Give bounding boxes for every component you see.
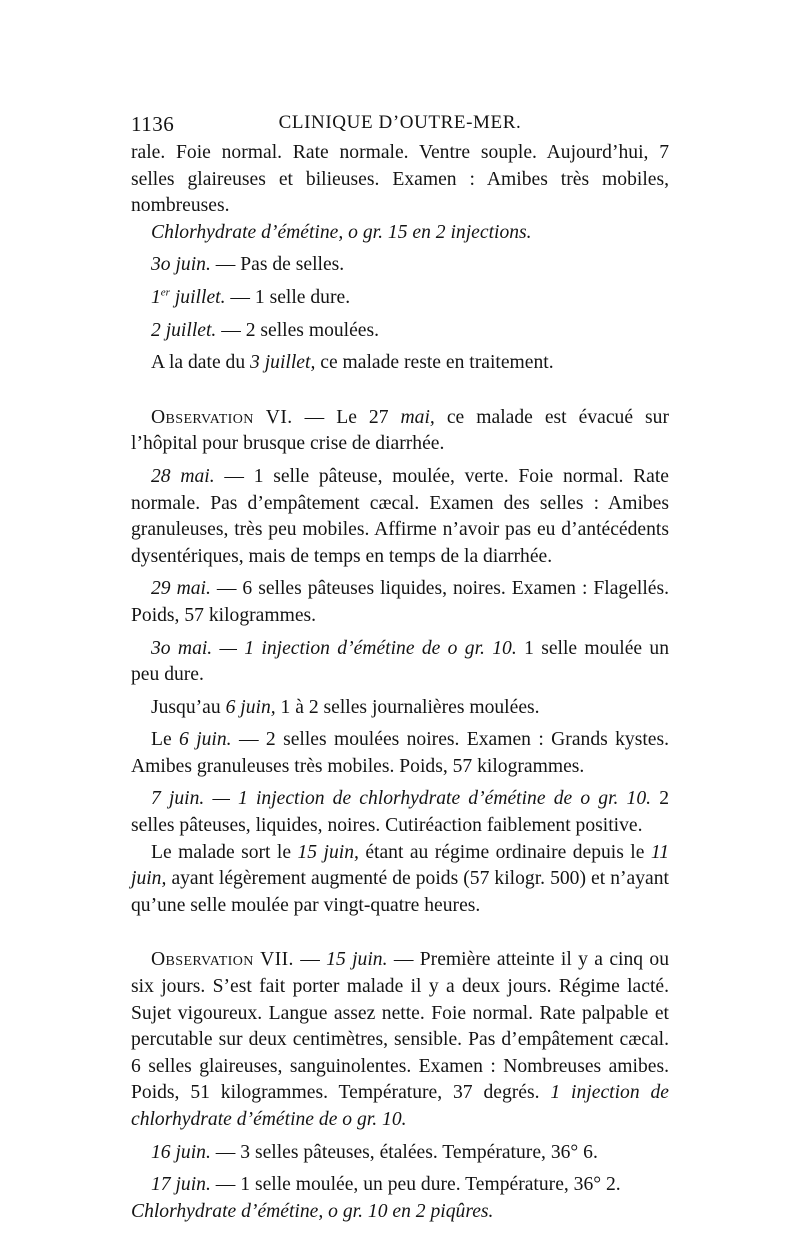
entry-treatment: Chlorhydrate d’émétine, o gr. 10 en 2 piqûres.	[131, 1200, 494, 1222]
entry-date: 3o juin.	[151, 254, 211, 276]
entry-date: 2 juillet.	[151, 319, 217, 341]
entry-text: — 2 selles moulées noires. Examen : Grands kystes. Amibes granuleuses très mobiles. Poids, 57 kilogrammes.	[131, 729, 669, 777]
entry-text: 1 à 2 selles journalières moulées.	[275, 696, 540, 718]
entry-text: A la date du	[151, 352, 251, 374]
entry-date-ordinal: er	[160, 286, 170, 299]
body-text	[131, 140, 669, 1225]
entry-date	[151, 287, 225, 308]
obs6-intro	[131, 405, 669, 458]
entry-treatment: — 1 injection de chlorhydrate d’émétine de o gr. 10.	[204, 788, 652, 810]
entry-date: 15 juin.	[326, 949, 388, 971]
observation-title: Observation VII.	[151, 949, 294, 971]
obs5-entry-2-juillet	[131, 318, 669, 345]
obs7-treatment	[131, 1199, 669, 1226]
entry-text: Le malade sort le	[151, 841, 298, 863]
obs6-entry-7-juin	[131, 786, 669, 839]
entry-text: Jusqu’au	[151, 696, 226, 718]
entry-treatment: 1 injection de chlorhydrate d’émétine de o gr. 10.	[131, 1082, 669, 1130]
entry-text: Le	[151, 729, 180, 751]
obs6-entry-jusqu-au-6-juin	[131, 695, 669, 722]
entry-text: ce malade reste en traitement.	[315, 352, 554, 374]
obs5-treatment-text: Chlorhydrate d’émétine, o gr. 15 en 2 injections.	[151, 221, 532, 243]
entry-date: 7 juin.	[151, 788, 205, 810]
entry-text: — 2 selles moulées.	[216, 319, 380, 341]
entry-text: 1 selle moulée un peu dure.	[131, 637, 670, 686]
entry-text: — 3 selles pâteuses, étalées. Température, 36° 6.	[210, 1141, 598, 1163]
entry-date-month: juillet.	[169, 286, 226, 308]
entry-date-number: 1	[151, 286, 161, 308]
obs6-entry-28-mai	[131, 464, 669, 570]
entry-text: ce malade est évacué sur l’hôpital pour brusque crise de diarrhée.	[131, 406, 669, 455]
page-number: 1136	[131, 112, 175, 136]
entry-date: 6 juin.	[179, 729, 232, 751]
obs6-discharge	[131, 840, 669, 920]
obs7-entry-16-juin	[131, 1140, 669, 1167]
obs6-entry-29-mai	[131, 576, 669, 629]
entry-date: 17 juin.	[151, 1174, 211, 1196]
obs5-entry-1-juillet	[131, 285, 669, 312]
entry-date: 11 juin,	[131, 841, 670, 890]
entry-text: — Pas de selles.	[210, 254, 345, 276]
running-title: CLINIQUE D’OUTRE-MER.	[278, 112, 522, 133]
entry-text: — 6 selles pâteuses liquides, noires. Examen : Flagellés. Poids, 57 kilogrammes.	[131, 578, 670, 626]
observation-title: Observation VI.	[151, 406, 293, 428]
entry-text: — Le 27	[292, 406, 401, 428]
page-header	[131, 112, 669, 140]
entry-text: 2 selles pâteuses, liquides, noires. Cutiréaction faiblement positive.	[131, 788, 670, 837]
entry-text: ayant légèrement augmenté de poids (57 kilogr. 500) et n’ayant qu’une selle moulée par vingt-quatre heures.	[131, 868, 669, 916]
entry-date: 6 juin,	[225, 696, 276, 718]
entry-treatment: — 1 injection d’émétine de o gr. 10.	[212, 637, 517, 659]
obs5-conclusion	[131, 350, 669, 377]
entry-text: — Première atteinte il y a cinq ou six jours. S’est fait porter malade il y a deux jours. Régime lacté. Sujet vigoureux. Langue assez nette. Foie normal. Rate palpable et percutable sur deux centimètres, sensible. Pas d’empâtement cæcal. 6 selles glaireuses, sanguinolentes. Examen : Nombreuses amibes. Poids, 51 kilogrammes. Température, 37 degrés.	[131, 949, 670, 1104]
entry-date: 3o mai.	[151, 637, 213, 659]
obs5-treatment	[131, 220, 669, 247]
obs6-entry-6-juin	[131, 727, 669, 780]
entry-date: 15 juin,	[297, 841, 359, 863]
entry-text: — 1 selle moulée, un peu dure. Température, 36° 2.	[210, 1174, 621, 1196]
entry-text: — 1 selle pâteuse, moulée, verte. Foie normal. Rate normale. Pas d’empâtement cæcal. Examen des selles : Amibes granuleuses, très peu mobiles. Affirme n’avoir pas eu d’antécédents dysentériques, mais de temps en temps de la diarrhée.	[131, 465, 669, 567]
obs5-entry-30-juin	[131, 252, 669, 279]
obs7-intro	[131, 947, 669, 1133]
obs7-entry-17-juin	[131, 1172, 669, 1199]
entry-date: 16 juin.	[151, 1141, 211, 1163]
entry-date: 3 juillet,	[250, 352, 316, 374]
entry-text: —	[293, 949, 327, 971]
obs5-paragraph-continuation: rale. Foie normal. Rate normale. Ventre souple. Aujourd’hui, 7 selles glaireuses et bilieuses. Examen : Amibes très mobiles, nombreuses.	[131, 142, 669, 217]
entry-date: mai,	[400, 406, 435, 428]
entry-date: 29 mai.	[151, 578, 211, 600]
obs6-entry-30-mai	[131, 636, 669, 689]
entry-date: 28 mai.	[151, 465, 215, 487]
entry-text: — 1 selle dure.	[225, 286, 351, 308]
entry-text: étant au régime ordinaire depuis le	[358, 841, 651, 863]
